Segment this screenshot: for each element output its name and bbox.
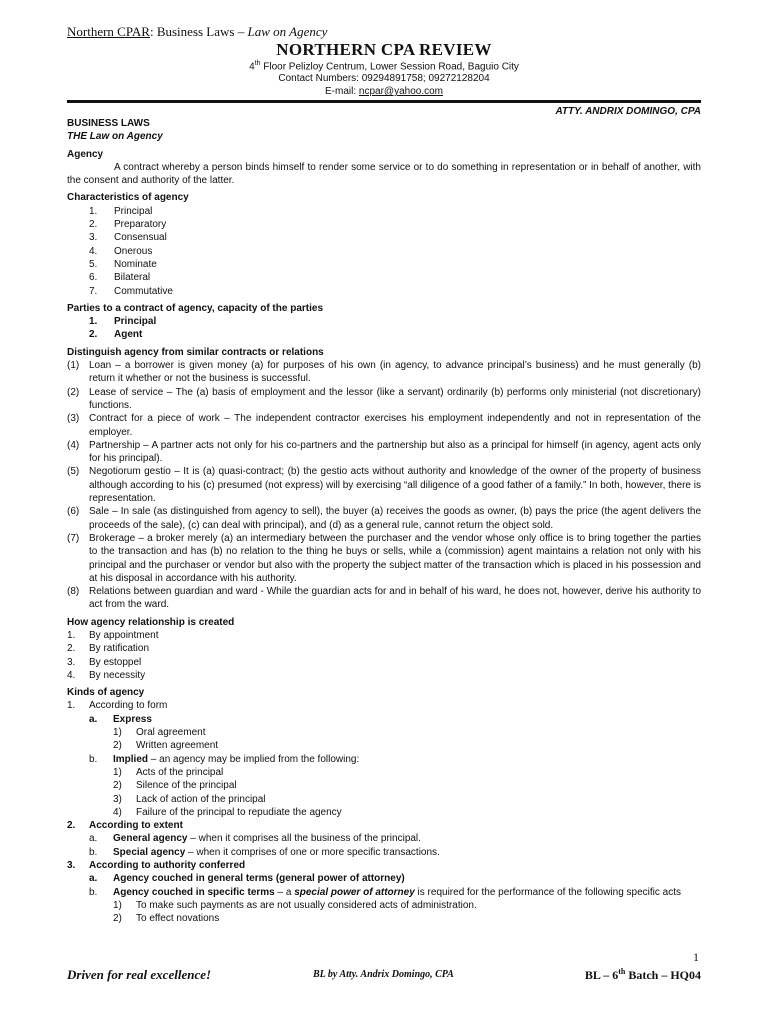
distinction-item (67, 585, 701, 612)
creation-item-text: By ratification (89, 643, 150, 655)
distinction-item-text: Partnership – A partner acts not only for his co-partners and the partnership but also as a principal for himself (in agency, agent acts only for his principal). (89, 439, 701, 465)
characteristic-item (67, 258, 701, 271)
creation-item-text: By necessity (89, 669, 146, 681)
distinction-item-number: (1) (67, 360, 80, 372)
implied-item-number: 1) (113, 766, 122, 778)
distinction-item-text: Contract for a piece of work – The independent contractor exercises his employment independently and not in representation of the employer. (89, 413, 701, 438)
characteristics-list (67, 205, 701, 298)
distinction-item (67, 439, 701, 466)
creation-item-text: By estoppel (89, 656, 142, 668)
kind-2b: b. Special agency – when it comprises of one or more specific transactions. (89, 846, 440, 858)
characteristic-item-text: Principal (114, 205, 153, 217)
creation-item-number: 4. (67, 669, 76, 681)
running-header: Northern CPAR: Business Laws – Law on Agency (67, 24, 328, 39)
distinction-item-number: (3) (67, 413, 80, 425)
party-item-number: 1. (89, 316, 98, 328)
express-item-number: 1) (113, 727, 122, 739)
express-item (67, 726, 701, 739)
document-body (67, 117, 701, 926)
creation-item (67, 656, 701, 669)
characteristic-item-number: 5. (89, 258, 98, 270)
distinctions-list (67, 359, 701, 612)
characteristic-item (67, 218, 701, 231)
express-item (67, 739, 701, 752)
characteristics-heading: Characteristics of agency (67, 192, 189, 204)
party-item-text: Principal (114, 316, 157, 328)
distinction-item-number: (7) (67, 532, 80, 544)
creation-item (67, 669, 701, 682)
characteristic-item-number: 6. (89, 272, 98, 284)
section-subtitle: THE Law on Agency (67, 131, 163, 143)
implied-item (67, 806, 701, 819)
express-item-text: Written agreement (136, 740, 219, 752)
distinction-item (67, 465, 701, 505)
creation-item-number: 2. (67, 643, 76, 655)
implied-item-number: 4) (113, 806, 122, 818)
kind-1: 1. According to form (67, 700, 168, 712)
creation-list (67, 629, 701, 682)
agency-definition: A contract whereby a person binds himself to render some service or to do something in representation or in behalf of another, with the consent and authority of the latter. (67, 161, 701, 187)
creation-item (67, 629, 701, 642)
characteristic-item (67, 285, 701, 298)
distinction-item-text: Brokerage – a broker merely (a) an intermediary between the purchaser and the vendor whose only office is to bring together the parties to the transaction and has (b) no relation to the thing he buys or sells, while a (commission) agent maintains a relation not only with his principal and the purchaser or vendor but also with the property the subject matter of the transaction which is placed in his possession and at his disposal in accordance with his authority. (89, 532, 701, 584)
kind-1a: a. Express (89, 713, 152, 725)
spa-act-item (67, 912, 701, 925)
kinds-heading: Kinds of agency (67, 687, 145, 699)
express-item-text: Oral agreement (136, 727, 206, 739)
implied-item (67, 779, 701, 792)
kind-3a: a. Agency couched in general terms (general power of attorney) (89, 873, 405, 885)
distinction-item-text: Negotiorum gestio – It is (a) quasi-contract; (b) the gestio acts without authority and knowledge of the owner of the property of business although according to his (c) presumed (not express) will by exercising “all diligence of a good father of a family.” In both, however, there is representation. (89, 466, 701, 505)
kind-2: 2. According to extent (67, 820, 183, 832)
address-line: 4th Floor Pelizloy Centrum, Lower Session Road, Baguio City (249, 60, 519, 73)
spa-acts-list (67, 899, 701, 926)
kind-1b: b. Implied – an agency may be implied from the following: (89, 753, 360, 765)
document-title: NORTHERN CPA REVIEW (276, 40, 492, 59)
distinction-item-number: (8) (67, 586, 80, 598)
parties-heading: Parties to a contract of agency, capacity of the parties (67, 302, 324, 314)
creation-item-number: 1. (67, 629, 76, 641)
distinction-item-text: Loan – a borrower is given money (a) for purposes of his own (in agency, to advance principal’s business) and he must generally (b) return it whether or not the business is successful. (89, 360, 701, 385)
distinction-item-text: Relations between guardian and ward - While the guardian acts for and in behalf of his ward, he does not, however, derive his authority to act from the ward. (89, 586, 701, 611)
characteristic-item (67, 231, 701, 244)
email-link[interactable]: ncpar@yahoo.com (358, 86, 443, 97)
spa-act-item-number: 1) (113, 899, 122, 911)
creation-item-text: By appointment (89, 629, 159, 641)
implied-item-text: Failure of the principal to repudiate the agency (136, 806, 342, 818)
distinction-item-text: Sale – In sale (as distinguished from agency to sell), the buyer (a) receives the goods as owner, (b) pays the price (the agent delivers the proceeds of the sale), (c) can deal with principal), and (d) as a general rule, cannot return the object sold. (89, 506, 701, 531)
spa-act-item (67, 899, 701, 912)
creation-item-number: 3. (67, 656, 76, 668)
distinction-item-number: (5) (67, 466, 80, 478)
implied-item (67, 766, 701, 779)
footer-batch: BL – 6th Batch – HQ04 (584, 967, 701, 982)
contact-numbers: Contact Numbers: 09294891758; 09272128204 (278, 73, 490, 84)
implied-item-text: Acts of the principal (136, 766, 224, 778)
distinction-item (67, 412, 701, 439)
spa-act-item-text: To make such payments as are not usually considered acts of administration. (136, 899, 477, 911)
distinction-item (67, 532, 701, 585)
express-item-number: 2) (113, 740, 122, 752)
characteristic-item-text: Commutative (114, 285, 173, 297)
section-title: BUSINESS LAWS (67, 118, 150, 129)
spa-act-item-text: To effect novations (136, 913, 220, 925)
creation-heading: How agency relationship is created (67, 616, 235, 628)
spa-act-item-number: 2) (113, 913, 122, 925)
subject-name: Business Laws (156, 24, 235, 39)
characteristic-item (67, 205, 701, 218)
implied-item-number: 2) (113, 780, 122, 792)
implied-item (67, 793, 701, 806)
distinction-item-number: (2) (67, 386, 80, 398)
org-name: Northern CPAR (67, 24, 150, 39)
email-line: E-mail: ncpar@yahoo.com (325, 86, 443, 97)
distinction-item-number: (6) (67, 506, 80, 518)
implied-list (67, 766, 701, 819)
characteristic-item-number: 3. (89, 232, 98, 244)
characteristic-item (67, 245, 701, 258)
characteristic-item-text: Bilateral (114, 272, 151, 284)
kind-3: 3. According to authority conferred (67, 860, 246, 872)
topic-name: Law on Agency (247, 24, 328, 39)
express-list (67, 726, 701, 753)
characteristic-item-number: 2. (89, 219, 98, 231)
party-item-text: Agent (114, 329, 143, 341)
characteristic-item-text: Consensual (114, 232, 167, 244)
characteristic-item-number: 4. (89, 245, 98, 257)
characteristic-item-text: Onerous (114, 245, 153, 257)
implied-item-number: 3) (113, 793, 122, 805)
distinction-item-number: (4) (67, 439, 80, 451)
kind-2a: a. General agency – when it comprises all the business of the principal. (89, 833, 421, 845)
distinction-item (67, 505, 701, 532)
implied-item-text: Silence of the principal (136, 780, 237, 792)
characteristic-item (67, 271, 701, 284)
agency-heading: Agency (67, 148, 104, 160)
party-item (67, 315, 701, 328)
parties-list (67, 315, 701, 342)
distinction-item (67, 359, 701, 386)
distinction-item-text: Lease of service – The (a) basis of employment and the lessor (like a servant) ordinarily (b) performs only ministerial (not discretionary) functions. (89, 386, 701, 411)
party-item-number: 2. (89, 329, 98, 341)
page-number: 1 (693, 950, 699, 964)
distinction-item (67, 386, 701, 413)
implied-item-text: Lack of action of the principal (136, 793, 266, 805)
characteristic-item-number: 1. (89, 205, 98, 217)
party-item (67, 328, 701, 341)
footer-motto: Driven for real excellence! (67, 967, 212, 982)
footer-credit: BL by Atty. Andrix Domingo, CPA (313, 969, 454, 980)
creation-item (67, 642, 701, 655)
characteristic-item-number: 7. (89, 285, 98, 297)
characteristic-item-text: Nominate (114, 258, 157, 270)
kind-3b: b. Agency couched in specific terms – a special power of attorney is required for the performance of the following specific acts (89, 886, 682, 898)
characteristic-item-text: Preparatory (114, 219, 167, 231)
distinctions-heading: Distinguish agency from similar contracts or relations (67, 346, 324, 358)
header-rule (67, 100, 701, 103)
author-name: ATTY. ANDRIX DOMINGO, CPA (555, 106, 701, 117)
